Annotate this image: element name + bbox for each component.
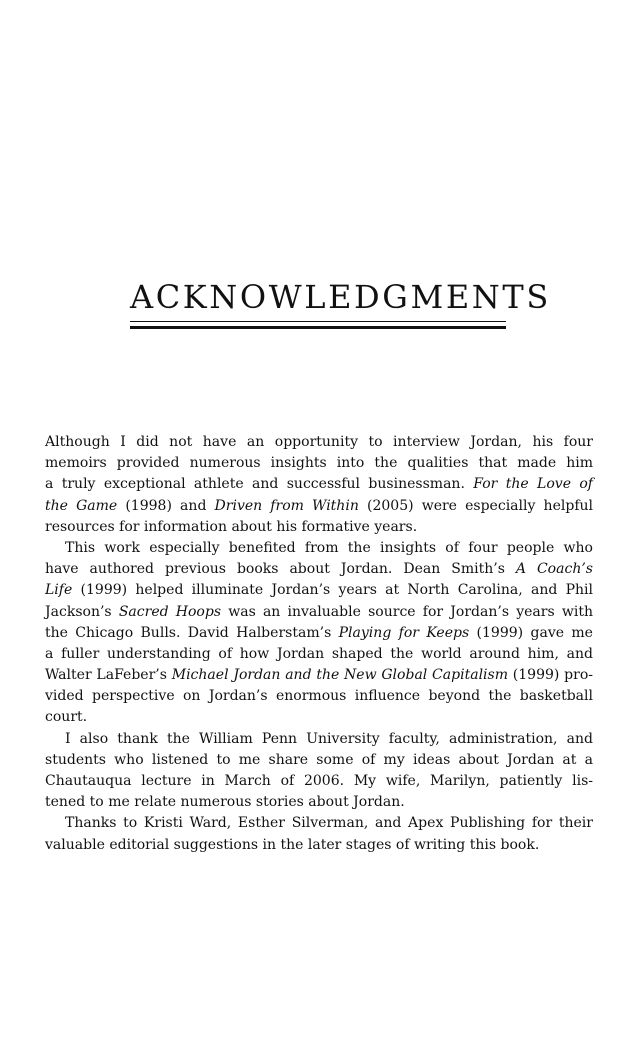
text-line — [45, 538, 593, 559]
body-text-run: a truly exceptional athlete and successful businessman. — [45, 476, 474, 493]
text-line — [45, 813, 593, 834]
text-line — [45, 707, 593, 728]
body-text-run: (1999) pro- — [508, 667, 593, 684]
text-line — [45, 623, 593, 644]
text-line — [45, 517, 593, 538]
body-text-run: memoirs provided numerous insights into the qualities that made him — [45, 455, 593, 472]
acknowledgments-body — [45, 432, 593, 856]
body-text-run: (2005) were especially helpful — [358, 497, 594, 514]
italic-title-text: Life — [45, 582, 73, 599]
body-text-run: (1999) gave me — [469, 624, 593, 641]
body-text-run: This work especially benefited from the insights of four people who — [65, 539, 593, 556]
body-text-run: Thanks to Kristi Ward, Esther Silverman, and Apex Publishing for their — [65, 815, 593, 832]
body-text-run: students who listened to me share some of my ideas about Jordan at a — [45, 751, 593, 768]
text-line — [45, 835, 593, 856]
body-text-run: Chautauqua lecture in March of 2006. My wife, Marilyn, patiently lis- — [45, 773, 593, 789]
body-text-run: Jackson’s — [45, 603, 119, 620]
text-line — [45, 665, 593, 686]
body-text-run: court. — [45, 709, 88, 726]
body-text-run: the Chicago Bulls. David Halberstam’s — [45, 624, 339, 641]
body-text-run: vided perspective on Jordan’s enormous influence beyond the basketball — [45, 688, 593, 705]
body-text-run: tened to me relate numerous stories about Jordan. — [45, 794, 405, 811]
italic-title-text: A Coach’s — [515, 561, 593, 578]
body-text-run: have authored previous books about Jordan. Dean Smith’s — [45, 561, 516, 578]
body-text-run: Walter LaFeber’s — [45, 667, 172, 684]
text-line — [45, 474, 593, 495]
italic-title-text: Driven from Within — [214, 497, 359, 514]
text-line — [45, 792, 593, 813]
text-line — [45, 729, 593, 750]
text-line — [45, 644, 593, 665]
body-text-run: was an invaluable source for Jordan’s years with — [221, 603, 593, 620]
text-line — [45, 686, 593, 707]
text-line — [45, 453, 593, 474]
italic-title-text: For the Love of — [473, 476, 593, 493]
body-text-run: valuable editorial suggestions in the later stages of writing this book. — [45, 836, 540, 853]
body-text-run: Although I did not have an opportunity to interview Jordan, his four — [45, 434, 593, 450]
body-text-run: (1998) and — [117, 497, 215, 514]
text-line — [45, 432, 593, 453]
body-text-run: a fuller understanding of how Jordan shaped the world around him, and — [45, 645, 593, 662]
title-rule-thin — [130, 321, 506, 322]
body-text-run: I also thank the William Penn University faculty, administration, and — [65, 730, 593, 747]
italic-title-text: Playing for Keeps — [338, 624, 470, 641]
text-line — [45, 771, 593, 792]
italic-title-text: Michael Jordan and the New Global Capitalism — [171, 667, 509, 684]
text-line — [45, 496, 593, 517]
text-line — [45, 559, 593, 580]
body-text-run: (1999) helped illuminate Jordan’s years at North Carolina, and Phil — [72, 582, 593, 599]
italic-title-text: the Game — [45, 497, 118, 514]
title-rule-thick — [130, 326, 506, 329]
page-title: ACKNOWLEDGMENTS — [130, 278, 551, 316]
italic-title-text: Sacred Hoops — [118, 603, 222, 620]
text-line — [45, 602, 593, 623]
body-text-run: resources for information about his formative years. — [45, 518, 418, 535]
text-line — [45, 750, 593, 771]
text-line — [45, 580, 593, 601]
